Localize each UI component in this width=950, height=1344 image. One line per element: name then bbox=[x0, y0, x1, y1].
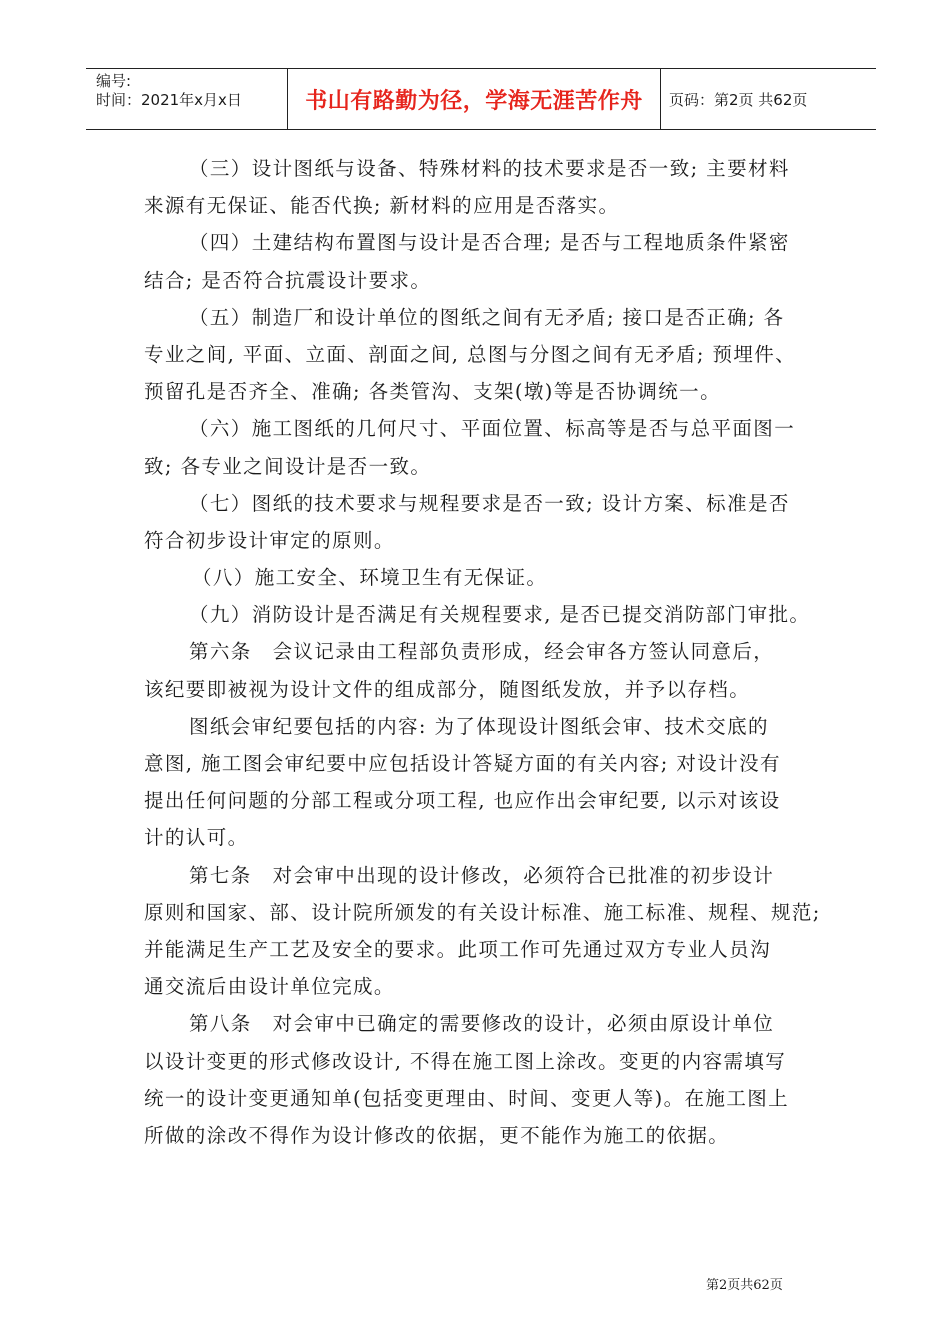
text-line: 结合; 是否符合抗震设计要求。 bbox=[144, 268, 432, 292]
text-line: 意图, 施工图会审纪要中应包括设计答疑方面的有关内容; 对设计没有 bbox=[144, 752, 781, 775]
text-line: （九）消防设计是否满足有关规程要求, 是否已提交消防部门审批。 bbox=[189, 603, 811, 627]
text-line: （六）施工图纸的几何尺寸、平面位置、标高等是否与总平面图一 bbox=[189, 417, 796, 441]
text-line: （五）制造厂和设计单位的图纸之间有无矛盾; 接口是否正确; 各 bbox=[189, 305, 785, 329]
text-line: 第六条 会议记录由工程部负责形成，经会审各方签认同意后， bbox=[189, 640, 775, 664]
header-page-info: 页码：第2页 共62页 bbox=[669, 90, 808, 109]
text-line: 所做的涂改不得作为设计修改的依据，更不能作为施工的依据。 bbox=[144, 1123, 730, 1147]
number-label: 编号: bbox=[96, 72, 132, 90]
text-line: 统一的设计变更通知单(包括变更理由、时间、变更人等)。在施工图上 bbox=[144, 1086, 790, 1110]
text-line: 通交流后由设计单位完成。 bbox=[144, 975, 395, 999]
text-line: 以设计变更的形式修改设计, 不得在施工图上涂改。变更的内容需填写 bbox=[144, 1049, 787, 1073]
text-line: （四）土建结构布置图与设计是否合理; 是否与工程地质条件紧密 bbox=[189, 231, 790, 255]
text-line: （三）设计图纸与设备、特殊材料的技术要求是否一致; 主要材料 bbox=[189, 157, 790, 180]
text-line: （七）图纸的技术要求与规程要求是否一致; 设计方案、标准是否 bbox=[189, 491, 790, 515]
text-line: 预留孔是否齐全、准确; 各类管沟、支架(墩)等是否协调统一。 bbox=[144, 380, 721, 404]
text-line: 该纪要即被视为设计文件的组成部分，随图纸发放，并予以存档。 bbox=[144, 677, 751, 701]
text-line: 第八条 对会审中已确定的需要修改的设计，必须由原设计单位 bbox=[189, 1012, 775, 1036]
header-motto: 书山有路勤为径，学海无涯苦作舟 bbox=[288, 69, 661, 129]
text-line: 提出任何问题的分部工程或分项工程, 也应作出会审纪要, 以示对该设 bbox=[144, 789, 781, 813]
text-line: 计的认可。 bbox=[144, 826, 249, 850]
header-meta bbox=[86, 69, 288, 129]
text-line: 符合初步设计审定的原则。 bbox=[144, 528, 395, 552]
text-line: 图纸会审纪要包括的内容: 为了体现设计图纸会审、技术交底的 bbox=[189, 714, 769, 738]
page-footer-number: 第2页共62页 bbox=[706, 1278, 783, 1293]
text-line: 第七条 对会审中出现的设计修改，必须符合已批准的初步设计 bbox=[189, 863, 775, 887]
text-line: 致; 各专业之间设计是否一致。 bbox=[144, 454, 432, 478]
document-body bbox=[144, 150, 832, 1154]
text-line: 并能满足生产工艺及安全的要求。此项工作可先通过双方专业人员沟 bbox=[144, 937, 772, 961]
text-line: 来源有无保证、能否代换; 新材料的应用是否落实。 bbox=[144, 194, 620, 218]
text-line: 原则和国家、部、设计院所颁发的有关设计标准、施工标准、规程、规范; bbox=[144, 900, 821, 924]
text-line: 专业之间, 平面、立面、剖面之间, 总图与分图之间有无矛盾; 预埋件、 bbox=[144, 342, 797, 366]
page-header bbox=[86, 68, 876, 130]
text-line: （八）施工安全、环境卫生有无保证。 bbox=[192, 566, 548, 590]
date-line: 时间：2021年x月x日 bbox=[96, 91, 242, 109]
